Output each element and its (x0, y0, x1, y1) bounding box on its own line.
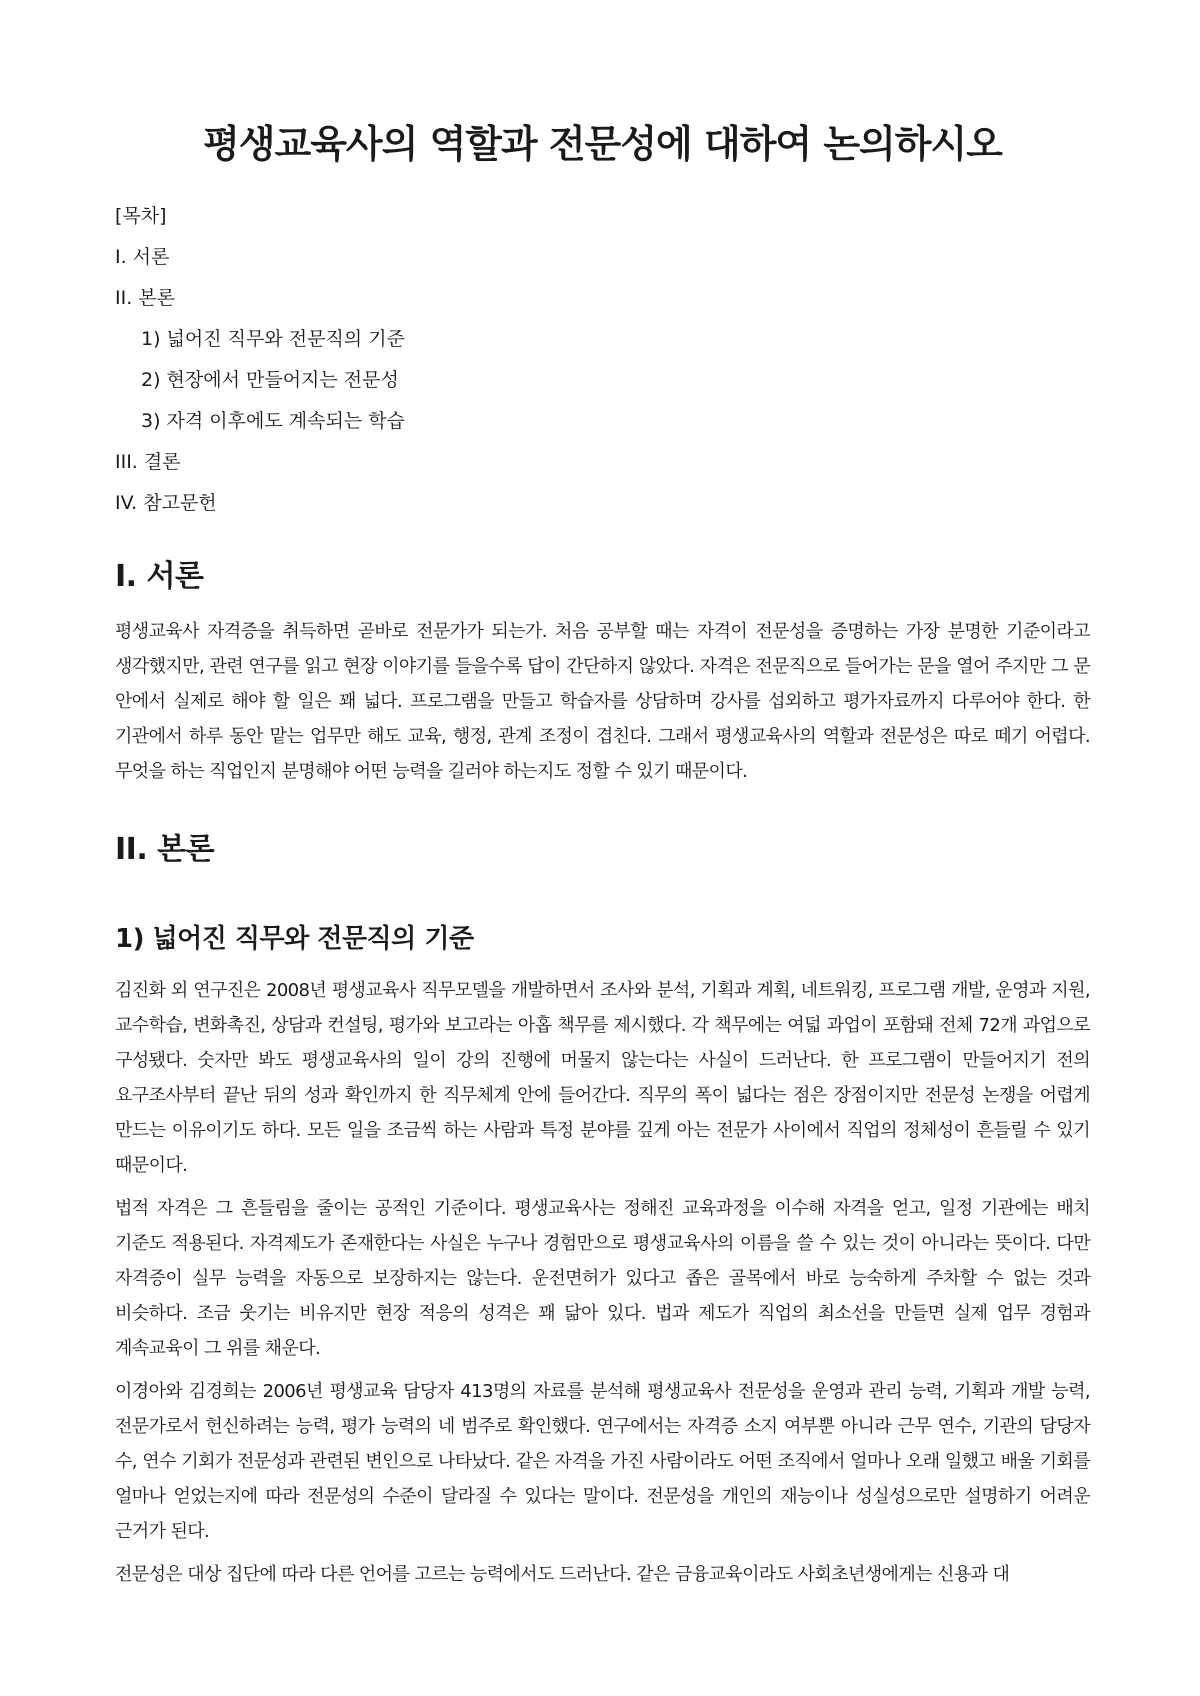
section-heading-body: II. 본론 (115, 832, 215, 867)
body-paragraph: 이경아와 김경희는 2006년 평생교육 담당자 413명의 자료를 분석해 평생교육사 전문성을 운영과 관리 능력, 기획과 개발 능력, 전문가로서 헌신하려는 능력, 평가 능력의 네 범주로 확인했다. 연구에서는 자격증 소지 여부뿐 아니라 근무 연수, 기관의 담당자 수, 연수 기회가 전문성과 관련된 변인으로 나타났다. 같은 자격을 가진 사람이라도 어떤 조직에서 얼마나 오래 일했고 배울 기회를 얼마나 얻었는지에 따라 전문성의 수준이 달라질 수 있다는 말이다. 전문성을 개인의 재능이나 성실성으로만 설명하기 어려운 근거가 된다. (115, 1381, 1090, 1542)
document-page (115, 0, 1090, 1592)
intro-paragraph: 평생교육사 자격증을 취득하면 곧바로 전문가가 되는가. 처음 공부할 때는 자격이 전문성을 증명하는 가장 분명한 기준이라고 생각했지만, 관련 연구를 읽고 현장 이야기를 들을수록 답이 간단하지 않았다. 자격은 전문직으로 들어가는 문을 열어 주지만 그 문 안에서 실제로 해야 할 일은 꽤 넓다. 프로그램을 만들고 학습자를 상담하며 강사를 섭외하고 평가자료까지 다루어야 한다. 한 기관에서 하루 동안 맡는 업무만 해도 교육, 행정, 관계 조정이 겹친다. 그래서 평생교육사의 역할과 전문성은 따로 떼기 어렵다. 무엇을 하는 직업인지 분명해야 어떤 능력을 길러야 하는지도 정할 수 있기 때문이다. (115, 621, 1090, 782)
toc-item-body: II. 본론 (115, 287, 175, 309)
body-paragraph: 김진화 외 연구진은 2008년 평생교육사 직무모델을 개발하면서 조사와 분석, 기획과 계획, 네트워킹, 프로그램 개발, 운영과 지원, 교수학습, 변화촉진, 상담과 컨설팅, 평가와 보고라는 아홉 책무를 제시했다. 각 책무에는 여덟 과업이 포함돼 전체 72개 과업으로 구성됐다. 숫자만 봐도 평생교육사의 일이 강의 진행에 머물지 않는다는 사실이 드러난다. 한 프로그램이 만들어지기 전의 요구조사부터 끝난 뒤의 성과 확인까지 한 직무체계 안에 들어간다. 직무의 폭이 넓다는 점은 장점이지만 전문성 논쟁을 어렵게 만드는 이유이기도 하다. 모든 일을 조금씩 하는 사람과 특정 분야를 깊게 아는 전문가 사이에서 직업의 정체성이 흔들릴 수 있기 때문이다. (115, 980, 1090, 1176)
table-of-contents (115, 196, 1090, 524)
toc-item-intro: I. 서론 (115, 246, 170, 268)
toc-item-body-1: 1) 넓어진 직무와 전문직의 기준 (141, 328, 405, 350)
body-paragraph: 법적 자격은 그 흔들림을 줄이는 공적인 기준이다. 평생교육사는 정해진 교육과정을 이수해 자격을 얻고, 일정 기관에는 배치 기준도 적용된다. 자격제도가 존재한다는 사실은 누구나 경험만으로 평생교육사의 이름을 쓸 수 있는 것이 아니라는 뜻이다. 다만 자격증이 실무 능력을 자동으로 보장하지는 않는다. 운전면허가 있다고 좁은 골목에서 바로 능숙하게 주차할 수 없는 것과 비슷하다. 조금 웃기는 비유지만 현장 적응의 성격은 꽤 닮아 있다. 법과 제도가 직업의 최소선을 만들면 실제 업무 경험과 계속교육이 그 위를 채운다. (115, 1198, 1090, 1359)
subsection-heading-1: 1) 넓어진 직무와 전문직의 기준 (115, 924, 474, 954)
toc-item-references: IV. 참고문헌 (115, 492, 217, 514)
toc-item-conclusion: III. 결론 (115, 451, 181, 473)
toc-item-body-3: 3) 자격 이후에도 계속되는 학습 (141, 410, 405, 432)
document-title: 평생교육사의 역할과 전문성에 대하여 논의하시오 (203, 122, 1002, 166)
toc-heading: [목차] (115, 205, 167, 227)
section-heading-intro: I. 서론 (115, 559, 204, 594)
toc-item-body-2: 2) 현장에서 만들어지는 전문성 (141, 369, 399, 391)
body-paragraph: 전문성은 대상 집단에 따라 다른 언어를 고르는 능력에서도 드러난다. 같은 금융교육이라도 사회초년생에게는 신용과 대 (115, 1564, 1010, 1585)
